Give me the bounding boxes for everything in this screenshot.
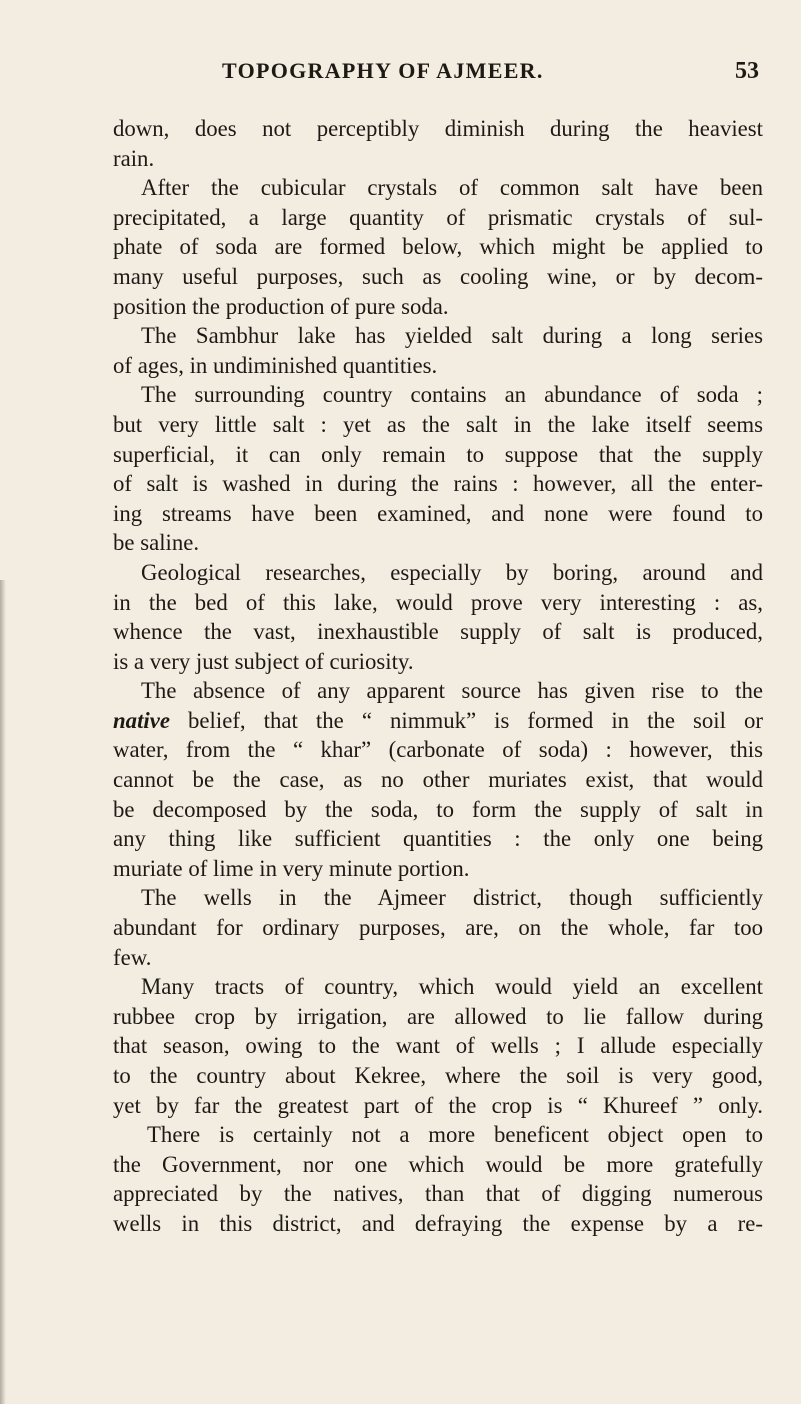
text-line: that season, owing to the want of wells ; I allude especially [113,1033,763,1059]
text-line: There is certainly not a more beneficent object open to [147,1122,763,1148]
text-line: is a very just subject of curiosity. [113,648,414,674]
text-line: cannot be the case, as no other muriates exist, that would [113,767,763,793]
text-line: After the cubicular crystals of common salt have been [141,175,763,201]
text-line: The absence of any apparent source has given rise to the [141,678,763,704]
text-line: position the production of pure soda. [113,293,449,319]
text-line: any thing like sufficient quantities : the only one being [113,826,763,852]
running-head: TOPOGRAPHY OF AJMEER. [222,58,544,83]
page-gutter-shadow [0,580,6,1404]
italic-word: native [113,707,170,733]
text-line: down, does not perceptibly diminish during the heaviest [113,116,763,141]
text-line: precipitated, a large quantity of prismatic crystals of sul- [113,204,763,230]
page-number: 53 [735,58,759,84]
text-line: few. [113,944,152,970]
text-line: many useful purposes, such as cooling wine, or by decom- [113,263,763,289]
text-line: the Government, nor one which would be more gratefully [113,1151,763,1177]
text-line: abundant for ordinary purposes, are, on the whole, far too [113,915,763,941]
body-text [113,114,763,1239]
text-line: to the country about Kekree, where the soil is very good, [113,1063,763,1088]
text-line: appreciated by the natives, than that of digging numerous [113,1181,763,1207]
text-line: wells in this district, and defraying the expense by a re- [113,1210,763,1236]
text-line: Many tracts of country, which would yield an excellent [141,974,763,1000]
text-line: The Sambhur lake has yielded salt during a long series [141,323,763,349]
text-line: in the bed of this lake, would prove very interesting : as, [113,589,763,615]
text-line: rain. [113,145,155,171]
text-line: of salt is washed in during the rains : however, all the enter- [113,471,763,497]
text-line: be saline. [113,530,200,556]
text-line: yet by far the greatest part of the crop is “ Khureef ” only. [113,1092,763,1118]
text-line: Geological researches, especially by boring, around and [141,559,763,585]
text-line: rubbee crop by irrigation, are allowed to lie fallow during [113,1003,763,1029]
text-line: of ages, in undiminished quantities. [113,352,438,378]
text-line: superficial, it can only remain to suppose that the supply [113,441,763,467]
text-line: whence the vast, inexhaustible supply of salt is produced, [113,619,763,645]
text-line: muriate of lime in very minute portion. [113,855,470,881]
text-line: be decomposed by the soda, to form the supply of salt in [113,796,763,822]
text-line: The surrounding country contains an abundance of soda ; [141,382,763,408]
text-line: native belief, that the “ nimmuk” is formed in the soil or [113,707,763,733]
text-line: The wells in the Ajmeer district, though sufficiently [141,885,763,911]
text-line: water, from the “ khar” (carbonate of soda) : however, this [113,737,763,763]
text-line: ing streams have been examined, and none were found to [113,500,763,526]
text-line: but very little salt : yet as the salt in the lake itself seems [113,411,763,437]
text-line: phate of soda are formed below, which might be applied to [113,234,763,260]
